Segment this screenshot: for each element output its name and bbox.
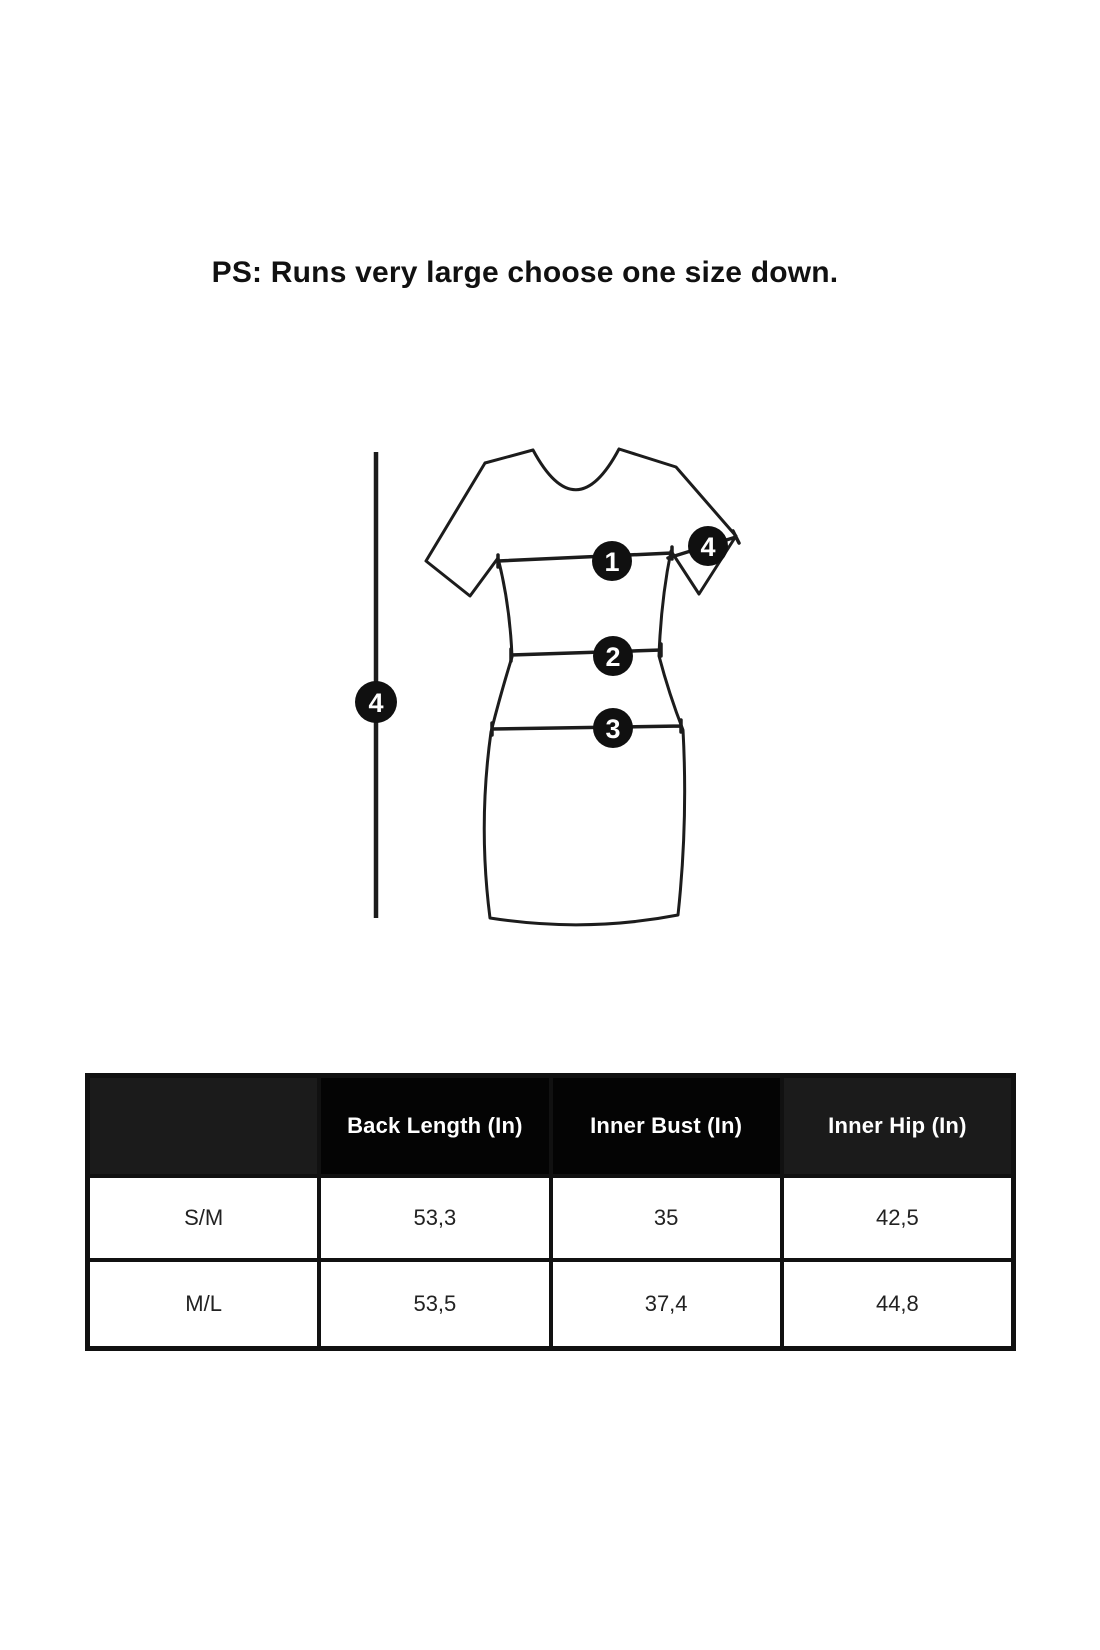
size-table-row2-back-length: 53,5 [321,1262,548,1346]
size-table-header-inner-bust: Inner Bust (In) [553,1078,780,1174]
marker-hip-number: 3 [605,714,621,744]
size-table [85,1073,1016,1351]
marker-back-length [355,681,397,723]
marker-waist-number: 2 [605,642,621,672]
dress-measurement-diagram [300,425,760,935]
size-table-row2-inner-hip: 44,8 [784,1262,1011,1346]
marker-bust [592,541,632,581]
size-table-row1-back-length: 53,3 [321,1178,548,1258]
size-table-row2-size: M/L [90,1262,317,1346]
marker-waist [593,636,633,676]
marker-sleeve-number: 4 [700,532,716,562]
marker-bust-number: 1 [604,547,620,577]
bust-line [498,547,672,567]
marker-back-length-number: 4 [368,688,384,718]
size-table-row1-inner-hip: 42,5 [784,1178,1011,1258]
size-table-row1-size: S/M [90,1178,317,1258]
size-table-row2-inner-bust: 37,4 [553,1262,780,1346]
marker-sleeve [688,526,728,566]
size-table-header-size [90,1078,317,1174]
waist-line [511,644,661,661]
size-table-header-back-length: Back Length (In) [321,1078,548,1174]
size-table-header-inner-hip: Inner Hip (In) [784,1078,1011,1174]
fit-note: PS: Runs very large choose one size down. [211,256,839,289]
marker-hip [593,708,633,748]
hip-line [492,720,681,735]
size-table-row1-inner-bust: 35 [553,1178,780,1258]
dress-outline [426,449,736,925]
